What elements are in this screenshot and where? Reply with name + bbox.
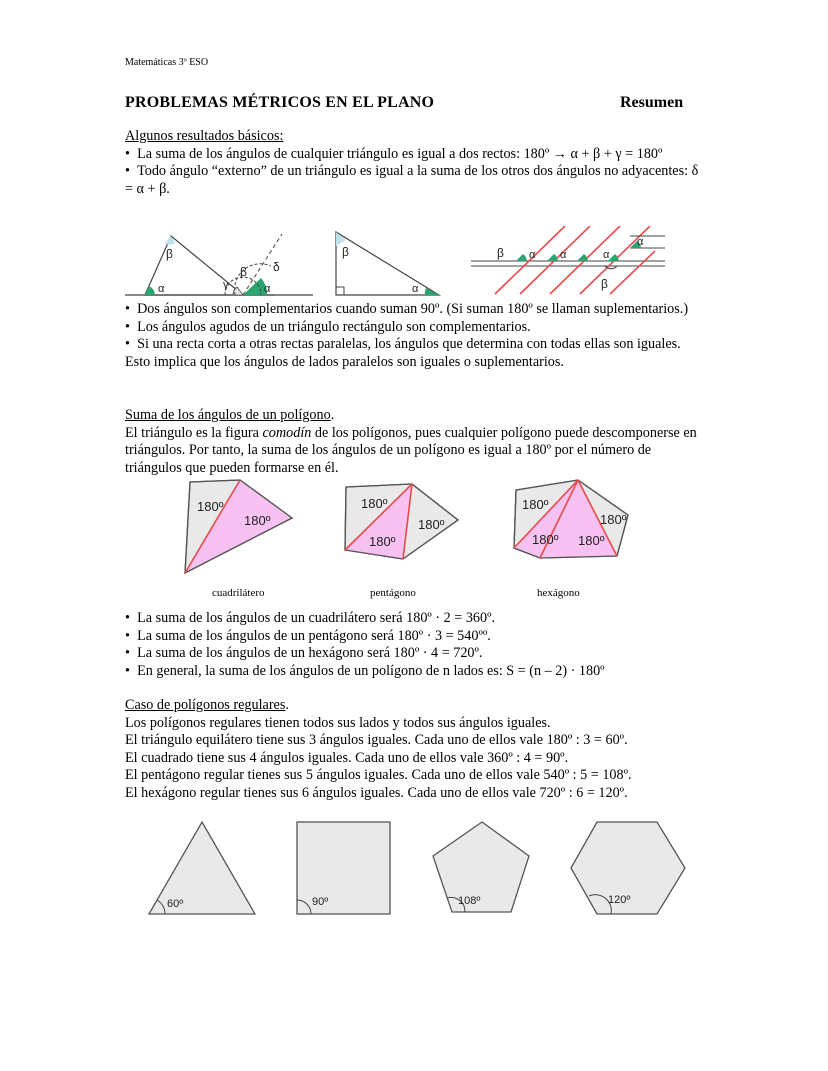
regular-line-3: El cuadrado tiene sus 4 ángulos iguales. Cada uno de ellos vale 360º : 4 = 90º. [125, 749, 569, 766]
label-alpha-7: α [637, 236, 644, 248]
label-delta: δ [273, 260, 280, 274]
angle-90: 90º [312, 896, 329, 908]
label-beta-5: β [601, 277, 608, 291]
regular-polygon-figures [145, 818, 695, 920]
angle-diagrams [125, 226, 670, 302]
label-alpha-2: α [264, 283, 271, 295]
equilateral-triangle-figure [149, 822, 255, 914]
angle-60: 60º [167, 898, 184, 910]
sum-item-4: • En general, la suma de los ángulos de un polígono de n lados es: S = (n – 2) · 180º [125, 663, 705, 681]
regular-line-4: El pentágono regular tienes sus 5 ángulos iguales. Cada uno de ellos vale 540º : 5 = 108º. [125, 767, 632, 783]
basics-item-5: • Si una recta corta a otras rectas paralelas, los ángulos que determina con todas ellas son iguales. Esto implica que los ángulos de lados paralelos son iguales o suplementarios. [125, 336, 705, 371]
regular-line-1: Los polígonos regulares tienen todos sus lados y todos sus ángulos iguales. [125, 714, 551, 731]
regular-line-5: El hexágono regular tienes sus 6 ángulos iguales. Cada uno de ellos vale 720º : 6 = 120º. [125, 784, 628, 801]
hex-angle-3: 180º [532, 532, 559, 547]
polygon-sum-section: Suma de los ángulos de un polígono. El triángulo es la figura comodín de los polígonos, pues cualquier polígono puede descomponerse en triángulos. Por tanto, la suma de los ángulos de un polígono es igual a 180º por el número de triángulos que pueden formarse en él. [125, 407, 705, 477]
label-beta-3: β [342, 245, 349, 259]
hexagon-figure [514, 480, 628, 558]
regular-heading: Caso de polígonos regulares [125, 697, 286, 713]
caption-pentagon: pentágono [370, 587, 416, 599]
section-tag: Resumen [620, 94, 684, 111]
angle-108: 108º [458, 895, 481, 907]
quad-angle-1: 180º [197, 499, 224, 514]
caption-hexagon: hexágono [537, 587, 580, 599]
triangle-external-angle-figure [125, 234, 313, 295]
angle-120: 120º [608, 894, 631, 906]
label-alpha-4: α [529, 249, 536, 261]
label-alpha-3: α [412, 283, 419, 295]
right-triangle-figure [336, 232, 439, 295]
regular-pentagon-figure [433, 822, 529, 912]
square-figure [297, 822, 390, 914]
parallel-lines-figure [471, 226, 665, 294]
hex-angle-2: 180º [600, 512, 627, 527]
regular-line-2: El triángulo equilátero tiene sus 3 ángulos iguales. Cada uno de ellos vale 180º : 3 = 60º. [125, 732, 628, 748]
basics-item-2: • Todo ángulo “externo” de un triángulo es igual a la suma de los otros dos ángulos no adyacentes: δ = α + β. [125, 163, 705, 198]
sum-item-1: • La suma de los ángulos de un cuadrilátero será 180º · 2 = 360º. [125, 610, 705, 628]
label-beta-4: β [497, 246, 504, 260]
polygon-sum-list [125, 610, 705, 680]
label-alpha-5: α [560, 249, 567, 261]
polygon-decomposition-figures [180, 478, 650, 578]
angle-facts [125, 301, 705, 371]
basics-item-3: • Dos ángulos son complementarios cuando suman 90º. (Si suman 180º se llaman suplementarios.) [125, 301, 705, 319]
pentagon-figure [345, 484, 458, 559]
polygon-sum-heading: Suma de los ángulos de un polígono [125, 407, 331, 423]
pent-angle-2: 180º [418, 517, 445, 532]
page-title: PROBLEMAS MÉTRICOS EN EL PLANO [125, 94, 435, 111]
pent-angle-1: 180º [361, 496, 388, 511]
sum-item-3: • La suma de los ángulos de un hexágono será 180º · 4 = 720º. [125, 645, 705, 663]
basic-results [125, 128, 705, 198]
polygon-sum-paragraph: El triángulo es la figura comodín de los polígonos, pues cualquier polígono puede descomponerse en triángulos. Por tanto, la suma de los ángulos de un polígono es igual a 180º por el número de triángulos que pueden formarse en él. [125, 424, 697, 476]
label-beta-1: β [166, 247, 173, 261]
pent-angle-3: 180º [369, 534, 396, 549]
caption-quadrilateral: cuadrilátero [212, 587, 265, 599]
hex-angle-1: 180º [522, 497, 549, 512]
quad-angle-2: 180º [244, 513, 271, 528]
label-alpha-1: α [158, 283, 165, 295]
regular-polygons-section: Caso de polígonos regulares. Los polígonos regulares tienen todos sus lados y todos sus ángulos iguales. El triángulo equilátero tiene sus 3 ángulos iguales. Cada uno de ellos vale 180º : 3 = 60º. El cuadrado tiene sus 4 ángulos iguales. Cada uno de ellos vale 360º : 4 = 90º. El pentágono regular tienes sus 5 ángulos iguales. Cada uno de ellos vale 540º : 5 = 108º. El hexágono regular tienes sus 6 ángulos iguales. Cada uno de ellos vale 720º : 6 = 120º. [125, 697, 705, 802]
label-gamma: γ [223, 279, 229, 291]
hex-angle-4: 180º [578, 533, 605, 548]
basics-heading: Algunos resultados básicos: [125, 128, 284, 144]
basics-item-4: • Los ángulos agudos de un triángulo rectángulo son complementarios. [125, 319, 705, 337]
basics-item-1: • La suma de los ángulos de cualquier triángulo es igual a dos rectos: 180º → α + β + γ = 180º [125, 146, 705, 164]
course-header: Matemáticas 3º ESO [125, 57, 209, 68]
label-beta-2: β [240, 265, 247, 279]
regular-hexagon-figure [571, 822, 685, 914]
sum-item-2: • La suma de los ángulos de un pentágono será 180º · 3 = 540ºº. [125, 628, 705, 646]
label-alpha-6: α [603, 249, 610, 261]
quadrilateral-figure [185, 480, 292, 573]
